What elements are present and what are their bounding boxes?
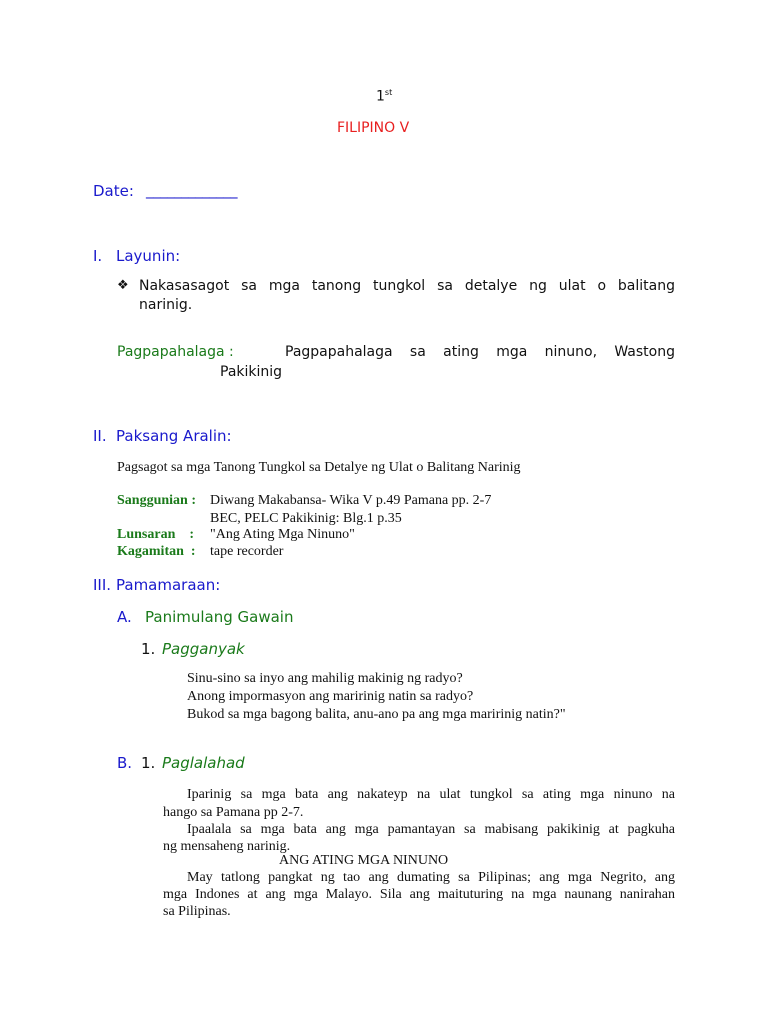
- values-line-2: Pakikinig: [220, 364, 283, 380]
- objective-line-1: Nakasasagot sa mga tanong tungkol sa detalye ng ulat o balitang: [139, 278, 675, 294]
- section1-heading: Layunin:: [116, 247, 181, 265]
- date-blank: _____________: [146, 181, 237, 199]
- section2-numeral: II.: [93, 427, 107, 445]
- values-label: Pagpapahalaga :: [117, 344, 234, 360]
- ref-value-bec: BEC, PELC Pakikinig: Blg.1 p.35: [210, 511, 402, 526]
- partB-title: Paglalahad: [162, 754, 245, 772]
- topic-text: Pagsagot sa mga Tanong Tungkol sa Detalye ng Ulat o Balitang Narinig: [117, 460, 521, 475]
- page-number-suffix: st: [384, 88, 393, 97]
- section3-heading: Pamamaraan:: [116, 576, 221, 594]
- story-line-2: mga Indones at ang mga Malayo. Sila ang maituturing na mga naunang nanirahan: [163, 887, 675, 902]
- objective-line-2: narinig.: [139, 297, 193, 313]
- section2-heading: Paksang Aralin:: [116, 427, 232, 445]
- partA-letter: A.: [117, 608, 132, 626]
- para2-line-1: Ipaalala sa mga bata ang mga pamantayan sa mabisang pakikinig at pagkuha: [187, 822, 675, 837]
- question-2: Anong impormasyon ang maririnig natin sa radyo?: [187, 689, 474, 704]
- ref-value-sanggunian: Diwang Makabansa- Wika V p.49 Pamana pp. 2-7: [210, 493, 492, 508]
- item1-title: Pagganyak: [162, 640, 245, 658]
- document-title: FILIPINO V: [337, 120, 410, 136]
- item1-number: 1.: [141, 640, 156, 658]
- ref-label-sanggunian: Sanggunian :: [117, 493, 196, 508]
- question-1: Sinu-sino sa inyo ang mahilig makinig ng radyo?: [187, 671, 463, 686]
- story-title: ANG ATING MGA NINUNO: [279, 853, 449, 868]
- partB-letter: B.: [117, 754, 133, 772]
- values-line-1: Pagpapahalaga sa ating mga ninuno, Wastong: [285, 344, 675, 360]
- para2-line-2: ng mensaheng narinig.: [163, 839, 291, 854]
- ref-value-kagamitan: tape recorder: [210, 544, 284, 559]
- ref-label-kagamitan: Kagamitan :: [117, 544, 196, 559]
- partB-number: 1.: [141, 754, 156, 772]
- partA-title: Panimulang Gawain: [145, 608, 294, 626]
- bullet-icon: ❖: [117, 278, 129, 293]
- question-3: Bukod sa mga bagong balita, anu-ano pa ang mga maririnig natin?": [187, 707, 566, 722]
- date-label: Date:: [93, 182, 134, 200]
- para1-line-1: Iparinig sa mga bata ang nakateyp na ulat tungkol sa ating mga ninuno na: [187, 787, 675, 802]
- section1-numeral: I.: [93, 247, 103, 265]
- section3-numeral: III.: [93, 576, 112, 594]
- story-line-1: May tatlong pangkat ng tao ang dumating sa Pilipinas; ang mga Negrito, ang: [187, 870, 675, 885]
- page-number: 1st: [376, 88, 393, 105]
- story-line-3: sa Pilipinas.: [163, 904, 231, 919]
- para1-line-2: hango sa Pamana pp 2-7.: [163, 805, 304, 820]
- ref-value-lunsaran: "Ang Ating Mga Ninuno": [210, 527, 355, 542]
- ref-label-lunsaran: Lunsaran :: [117, 527, 195, 542]
